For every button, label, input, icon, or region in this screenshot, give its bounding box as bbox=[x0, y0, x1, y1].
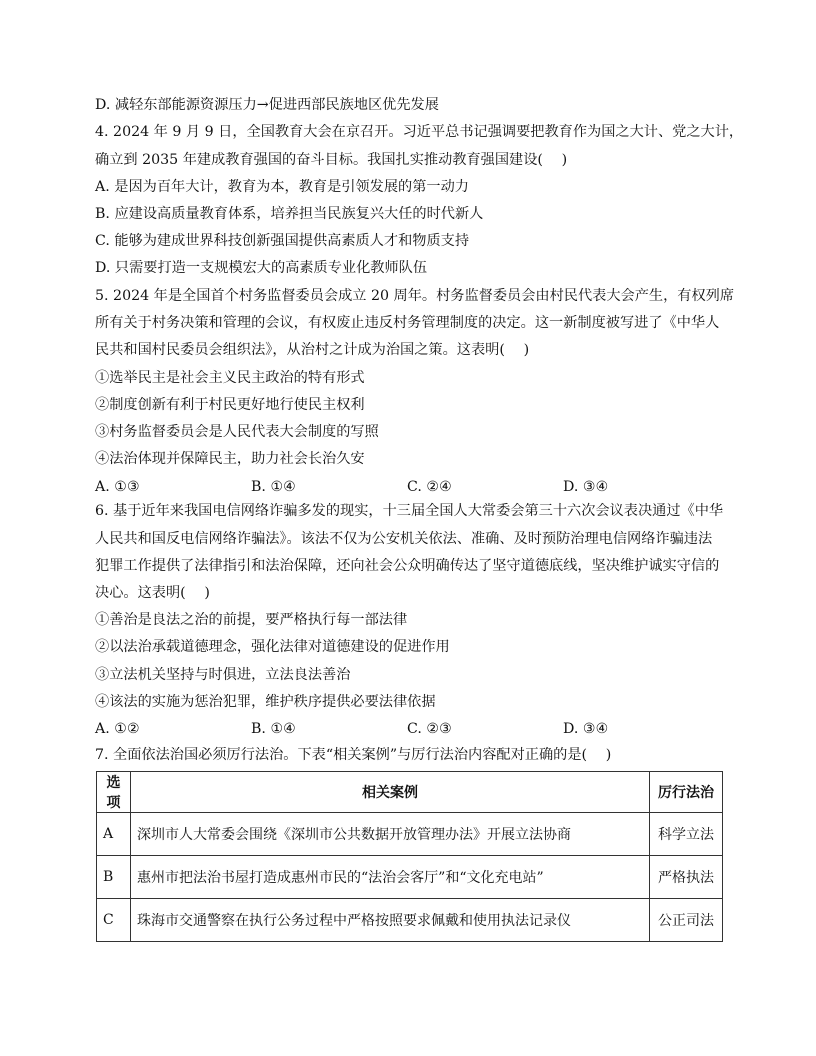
q5-option-c: C. ②④ bbox=[407, 479, 452, 495]
row-type: 科学立法 bbox=[650, 813, 723, 856]
q6-option-b: B. ①④ bbox=[251, 721, 296, 737]
q6-stem-line-3: 犯罪工作提供了法律指引和法治保障，还向社会公众明确传达了坚守道德底线，坚决维护诚实守信的 bbox=[95, 558, 720, 574]
row-option: B bbox=[97, 856, 131, 899]
q5-stem-line-2: 所有关于村务决策和管理的会议，有权废止违反村务管理制度的决定。这一新制度被写进了《中华人 bbox=[95, 315, 720, 331]
q6-stem-line-2: 人民共和国反电信网络诈骗法》。该法不仅为公安机关依法、准确、及时预防治理电信网络诈骗违法 bbox=[95, 531, 713, 547]
q6-statement-1: ①善治是良法之治的前提，要严格执行每一部法律 bbox=[95, 612, 408, 628]
q5-statement-3: ③村务监督委员会是人民代表大会制度的写照 bbox=[95, 424, 379, 440]
row-case: 惠州市把法治书屋打造成惠州市民的“法治会客厅”和“文化充电站” bbox=[131, 856, 650, 899]
q5-statement-2: ②制度创新有利于村民更好地行使民主权利 bbox=[95, 397, 365, 413]
q6-statement-4: ④该法的实施为惩治犯罪，维护秩序提供必要法律依据 bbox=[95, 694, 436, 710]
row-case: 珠海市交通警察在执行公务过程中严格按照要求佩戴和使用执法记录仪 bbox=[131, 899, 650, 942]
q7-case-table bbox=[96, 771, 723, 942]
table-header-row bbox=[97, 772, 723, 813]
q6-stem-line-4: 决心。这表明( ) bbox=[95, 585, 210, 601]
q4-stem-line-1: 4. 2024 年 9 月 9 日，全国教育大会在京召开。习近平总书记强调要把教育作为国之大计、党之大计， bbox=[95, 124, 744, 140]
q5-statement-4: ④法治体现并保障民主，助力社会长治久安 bbox=[95, 451, 365, 467]
q4-option-a: A. 是因为百年大计，教育为本，教育是引领发展的第一动力 bbox=[95, 179, 469, 195]
row-case: 深圳市人大常委会围绕《深圳市公共数据开放管理办法》开展立法协商 bbox=[131, 813, 650, 856]
header-case: 相关案例 bbox=[131, 772, 650, 813]
q4-option-d: D. 只需要打造一支规模宏大的高素质专业化教师队伍 bbox=[95, 260, 428, 276]
q6-option-d: D. ③④ bbox=[563, 721, 609, 737]
row-type: 公正司法 bbox=[650, 899, 723, 942]
header-option: 选项 bbox=[97, 772, 131, 813]
q5-stem-line-3: 民共和国村民委员会组织法》，从治村之计成为治国之策。这表明( ) bbox=[95, 342, 530, 358]
row-type: 严格执法 bbox=[650, 856, 723, 899]
header-type: 厉行法治 bbox=[650, 772, 723, 813]
q6-option-c: C. ②③ bbox=[407, 721, 452, 737]
q6-statement-3: ③立法机关坚持与时俱进，立法良法善治 bbox=[95, 667, 351, 683]
q6-option-a: A. ①② bbox=[95, 721, 140, 737]
q6-stem-line-1: 6. 基于近年来我国电信网络诈骗多发的现实，十三届全国人大常委会第三十六次会议表决通过《中华 bbox=[95, 503, 724, 519]
row-option: A bbox=[97, 813, 131, 856]
q5-option-b: B. ①④ bbox=[251, 479, 296, 495]
q5-statement-1: ①选举民主是社会主义民主政治的特有形式 bbox=[95, 370, 365, 386]
q4-option-c: C. 能够为建成世界科技创新强国提供高素质人才和物质支持 bbox=[95, 233, 470, 249]
q7-stem: 7. 全面依法治国必须厉行法治。下表“相关案例”与厉行法治内容配对正确的是( ) bbox=[95, 747, 612, 763]
table-row bbox=[97, 899, 723, 942]
row-option: C bbox=[97, 899, 131, 942]
q6-statement-2: ②以法治承载道德理念，强化法律对道德建设的促进作用 bbox=[95, 639, 450, 655]
q4-option-b: B. 应建设高质量教育体系，培养担当民族复兴大任的时代新人 bbox=[95, 206, 484, 222]
table-row bbox=[97, 856, 723, 899]
table-row bbox=[97, 813, 723, 856]
q3-option-d: D. 减轻东部能源资源压力→促进西部民族地区优先发展 bbox=[95, 97, 439, 113]
q5-stem-line-1: 5. 2024 年是全国首个村务监督委员会成立 20 周年。村务监督委员会由村民代表大会产生，有权列席 bbox=[95, 288, 735, 304]
q5-option-d: D. ③④ bbox=[563, 479, 609, 495]
q5-option-a: A. ①③ bbox=[95, 479, 140, 495]
q4-stem-line-2: 确立到 2035 年建成教育强国的奋斗目标。我国扎实推动教育强国建设( ) bbox=[95, 152, 568, 168]
